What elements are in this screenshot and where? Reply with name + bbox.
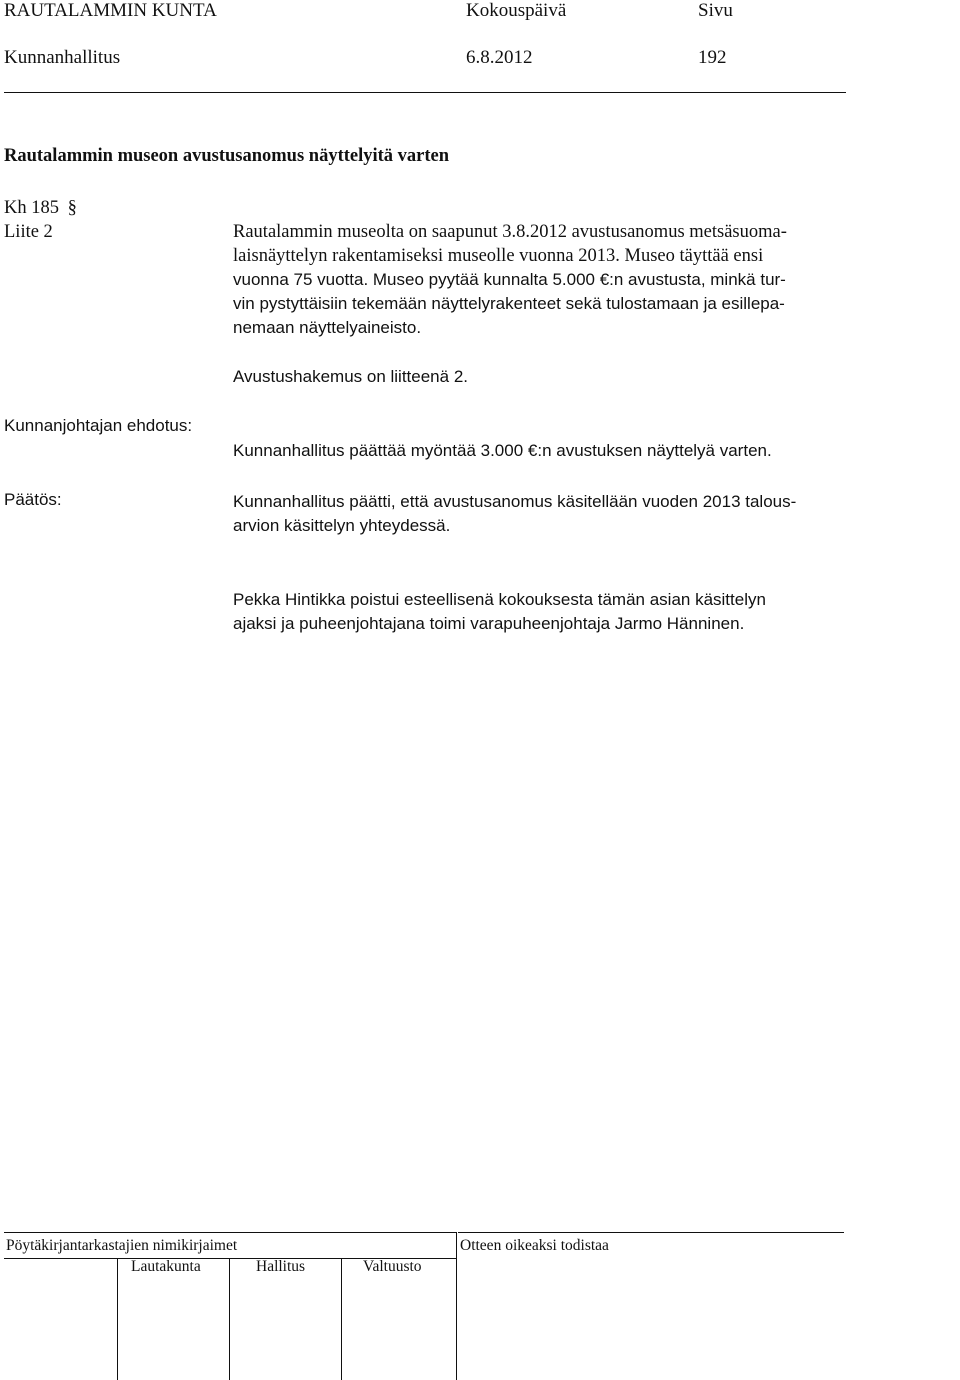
page-number: 192 xyxy=(698,47,727,68)
footer-top-rule-right xyxy=(458,1232,844,1233)
footer-col-lautakunta: Lautakunta xyxy=(131,1258,201,1275)
footer-divider-1 xyxy=(117,1258,118,1380)
footer-col-valtuusto: Valtuusto xyxy=(363,1258,422,1275)
note-line: ajaksi ja puheenjohtajana toimi varapuheenjohtaja Jarmo Hänninen. xyxy=(233,614,745,633)
item-number-text: Kh 185 xyxy=(4,198,59,218)
meeting-date: 6.8.2012 xyxy=(466,47,533,68)
section-mark: § xyxy=(67,198,77,218)
attachment-label: Liite 2 xyxy=(4,222,53,242)
proposal-text: Kunnanhallitus päättää myöntää 3.000 €:n avustuksen näyttelyä varten. xyxy=(233,441,772,460)
note-line: Pekka Hintikka poistui esteellisenä kokouksesta tämän asian käsittelyn xyxy=(233,590,766,609)
meeting-date-label: Kokouspäivä xyxy=(466,0,567,21)
item-number xyxy=(4,196,77,220)
decision-line: Kunnanhallitus päätti, että avustusanomus käsitellään vuoden 2013 talous- xyxy=(233,492,797,511)
note-paragraph xyxy=(233,588,883,636)
page-label: Sivu xyxy=(698,0,733,21)
intro-line: vuonna 75 vuotta. Museo pyytää kunnalta 5.000 €:n avustusta, minkä tur- xyxy=(233,270,786,289)
intro-line: laisnäyttelyn rakentamiseksi museolle vuonna 2013. Museo täyttää ensi xyxy=(233,246,764,266)
footer-divider-2 xyxy=(229,1258,230,1380)
intro-line: vin pystyttäisiin tekemään näyttelyrakenteet sekä tulostamaan ja esillepa- xyxy=(233,294,785,313)
intro-line: nemaan näyttelyaineisto. xyxy=(233,318,422,337)
intro-paragraph xyxy=(233,220,883,340)
decision-paragraph xyxy=(233,490,883,538)
footer-divider-3 xyxy=(341,1258,342,1380)
footer-top-rule-left xyxy=(4,1232,456,1233)
item-title: Rautalammin museon avustusanomus näyttelyitä varten xyxy=(4,146,450,166)
attachment-note: Avustushakemus on liitteenä 2. xyxy=(233,367,468,386)
proposal-label: Kunnanjohtajan ehdotus: xyxy=(4,416,193,435)
footer-divider-4 xyxy=(456,1232,457,1380)
footer-col-hallitus: Hallitus xyxy=(256,1258,306,1275)
decision-line: arvion käsittelyn yhteydessä. xyxy=(233,516,451,535)
intro-line: Rautalammin museolta on saapunut 3.8.2012 avustusanomus metsäsuoma- xyxy=(233,222,787,242)
decision-label: Päätös: xyxy=(4,490,62,509)
initials-label: Pöytäkirjantarkastajien nimikirjaimet xyxy=(6,1237,238,1254)
organization-name: RAUTALAMMIN KUNTA xyxy=(4,0,217,21)
header-rule xyxy=(4,92,846,93)
certified-label: Otteen oikeaksi todistaa xyxy=(460,1237,609,1254)
board-name: Kunnanhallitus xyxy=(4,47,121,68)
